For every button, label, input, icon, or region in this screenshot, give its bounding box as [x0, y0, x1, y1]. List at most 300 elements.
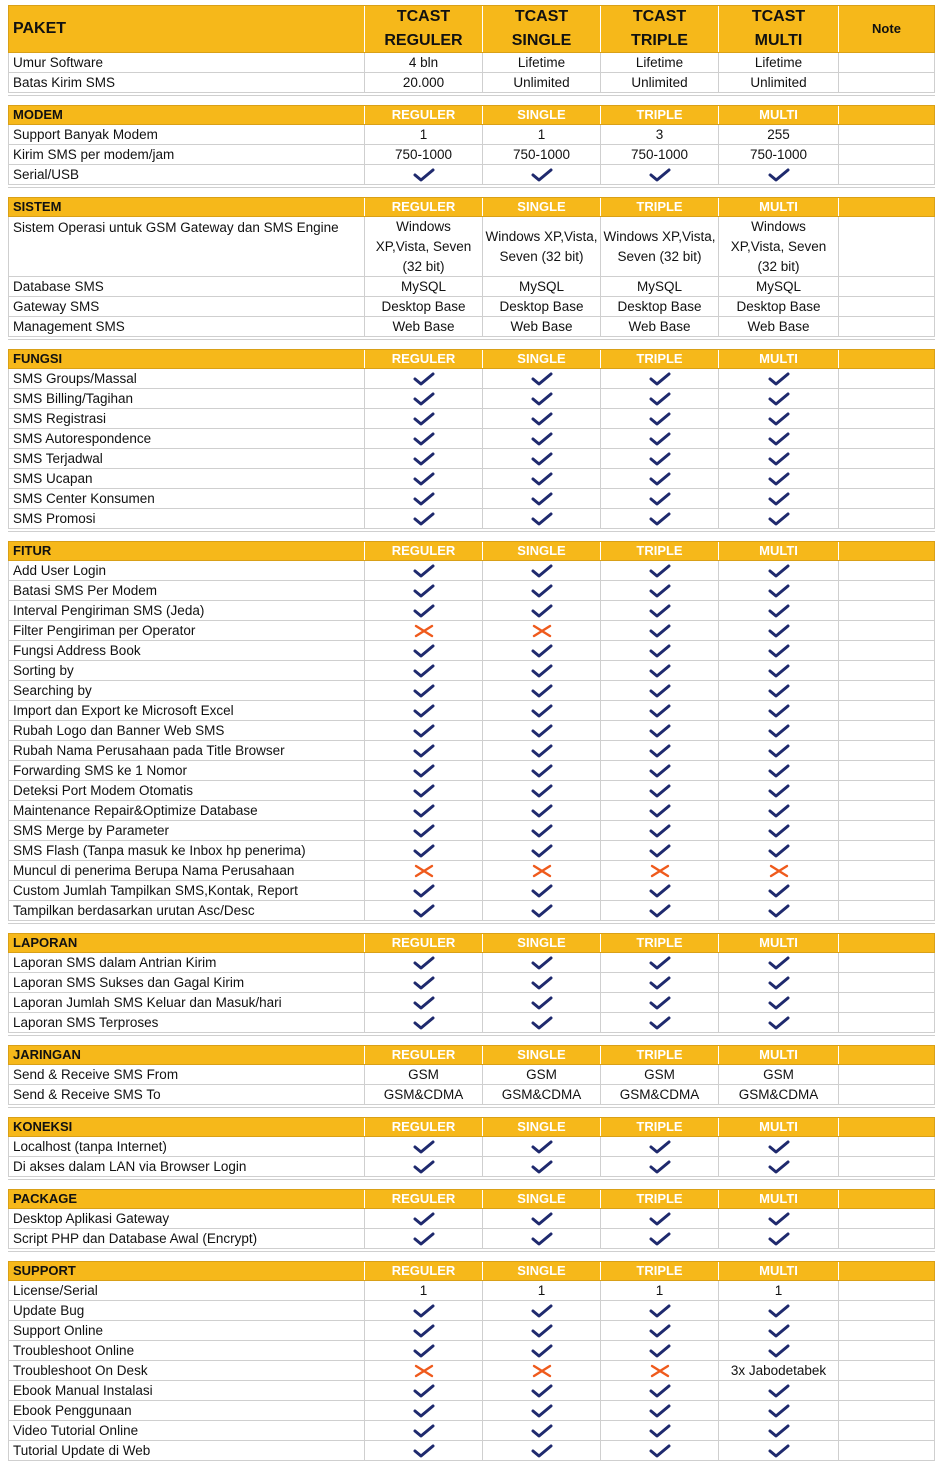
- section-column-label: [365, 198, 483, 216]
- value-cell: [719, 369, 839, 388]
- value-text: 3x Jabodetabek: [730, 1362, 827, 1378]
- section-divider: [8, 923, 935, 924]
- row-label-text: Laporan Jumlah SMS Keluar dan Masuk/hari: [13, 994, 282, 1010]
- value-cell: [483, 53, 601, 72]
- note-cell: [839, 801, 935, 820]
- package-header: [483, 6, 601, 52]
- row-label-text: Ebook Penggunaan: [13, 1402, 132, 1418]
- section-title: [8, 1190, 365, 1208]
- note-cell: [839, 429, 935, 448]
- row-label-text: Batas Kirim SMS: [13, 74, 116, 90]
- note-cell: [839, 297, 935, 316]
- value-cell: [601, 973, 719, 992]
- section-column-label-text: TRIPLE: [636, 199, 683, 214]
- value-cell: [365, 217, 483, 276]
- package-header: [601, 6, 719, 52]
- check-icon: [413, 643, 435, 659]
- note-cell: [839, 1381, 935, 1400]
- table-row: [8, 721, 935, 741]
- section-column-label: [601, 1118, 719, 1136]
- check-icon: [649, 823, 671, 839]
- section-column-label: [601, 1046, 719, 1064]
- value-cell: [483, 1137, 601, 1156]
- table-row: [8, 429, 935, 449]
- check-icon: [768, 511, 790, 527]
- section-column-label: [483, 350, 601, 368]
- check-icon: [413, 451, 435, 467]
- section-column-label-text: SINGLE: [517, 107, 566, 122]
- section-column-label: [365, 542, 483, 560]
- check-icon: [649, 491, 671, 507]
- value-cell: [365, 901, 483, 920]
- check-icon: [531, 563, 553, 579]
- value-cell: [601, 1229, 719, 1248]
- value-line: XP,Vista, Seven: [730, 238, 827, 254]
- value-cell: [483, 881, 601, 900]
- check-icon: [649, 975, 671, 991]
- value-cell: [719, 449, 839, 468]
- table-row: [8, 973, 935, 993]
- value-cell: [483, 741, 601, 760]
- table-row: [8, 993, 935, 1013]
- section-column-label: [483, 542, 601, 560]
- check-icon: [649, 883, 671, 899]
- value-cell: [483, 1209, 601, 1228]
- row-label: [8, 429, 365, 448]
- value-cell: [719, 1321, 839, 1340]
- row-label: [8, 217, 365, 276]
- note-cell: [839, 881, 935, 900]
- section-column-label: [719, 1190, 839, 1208]
- value-cell: [719, 1065, 839, 1084]
- value-text: MySQL: [755, 278, 801, 294]
- check-icon: [649, 763, 671, 779]
- row-label: [8, 801, 365, 820]
- note-cell: [839, 277, 935, 296]
- cross-icon: [413, 1363, 435, 1379]
- table-row: [8, 449, 935, 469]
- row-label-text: SMS Autorespondence: [13, 430, 152, 446]
- section-column-label-text: REGULER: [391, 543, 456, 558]
- value-cell: [483, 145, 601, 164]
- section-divider: [8, 187, 935, 188]
- value-cell: [365, 993, 483, 1012]
- table-row: [8, 641, 935, 661]
- value-cell: [365, 1341, 483, 1360]
- value-text: GSM&CDMA: [738, 1086, 819, 1102]
- check-icon: [768, 167, 790, 183]
- check-icon: [768, 703, 790, 719]
- check-icon: [649, 471, 671, 487]
- section-column-label-text: MULTI: [759, 935, 798, 950]
- check-icon: [413, 167, 435, 183]
- value-cell: [365, 145, 483, 164]
- value-text: GSM&CDMA: [383, 1086, 464, 1102]
- value-cell: [483, 389, 601, 408]
- note-cell: [839, 761, 935, 780]
- section-column-label-text: REGULER: [391, 1047, 456, 1062]
- value-cell: [601, 145, 719, 164]
- section-column-label: [483, 1190, 601, 1208]
- row-label-text: Management SMS: [13, 318, 125, 334]
- cross-icon: [531, 863, 553, 879]
- row-label: [8, 741, 365, 760]
- section-header: [8, 933, 935, 953]
- row-label: [8, 277, 365, 296]
- value-cell: [483, 681, 601, 700]
- note-cell: [839, 145, 935, 164]
- value-line: Seven (32 bit): [499, 248, 584, 264]
- note-cell: [839, 953, 935, 972]
- value-text: 1: [537, 126, 546, 142]
- value-cell: [483, 993, 601, 1012]
- check-icon: [413, 471, 435, 487]
- value-cell: [365, 761, 483, 780]
- value-cell: [601, 881, 719, 900]
- value-text: 3: [655, 126, 664, 142]
- row-label: [8, 821, 365, 840]
- row-label: [8, 901, 365, 920]
- check-icon: [531, 371, 553, 387]
- section-column-label-text: REGULER: [391, 1263, 456, 1278]
- table-row: [8, 781, 935, 801]
- section-title-text: KONEKSI: [13, 1119, 73, 1134]
- value-cell: [719, 681, 839, 700]
- value-cell: [483, 721, 601, 740]
- value-cell: [365, 1137, 483, 1156]
- check-icon: [649, 743, 671, 759]
- row-label-text: Support Online: [13, 1322, 104, 1338]
- note-cell: [839, 1085, 935, 1104]
- check-icon: [768, 371, 790, 387]
- check-icon: [413, 603, 435, 619]
- row-label: [8, 881, 365, 900]
- value-cell: [483, 701, 601, 720]
- value-text: Unlimited: [513, 74, 570, 90]
- section-column-label-text: TRIPLE: [636, 935, 683, 950]
- check-icon: [649, 451, 671, 467]
- check-icon: [768, 843, 790, 859]
- value-cell: [719, 881, 839, 900]
- check-icon: [649, 1303, 671, 1319]
- table-row: [8, 1085, 935, 1105]
- table-row: [8, 409, 935, 429]
- value-cell: [365, 509, 483, 528]
- section-column-label: [365, 934, 483, 952]
- note-cell: [839, 741, 935, 760]
- section-column-label-text: MULTI: [759, 1191, 798, 1206]
- section-note-cell: [839, 1262, 935, 1280]
- row-label-text: Sorting by: [13, 662, 74, 678]
- value-line: (32 bit): [757, 258, 800, 274]
- value-cell: [719, 641, 839, 660]
- value-cell: [601, 277, 719, 296]
- check-icon: [768, 823, 790, 839]
- section-column-label: [483, 1046, 601, 1064]
- check-icon: [531, 763, 553, 779]
- value-cell: [601, 953, 719, 972]
- value-cell: [719, 701, 839, 720]
- note-cell: [839, 861, 935, 880]
- section-column-label-text: MULTI: [759, 351, 798, 366]
- row-label-text: SMS Flash (Tanpa masuk ke Inbox hp penerima): [13, 842, 306, 858]
- value-cell: [601, 1137, 719, 1156]
- value-cell: [719, 1085, 839, 1104]
- value-text: GSM: [763, 1066, 794, 1082]
- section-column-label: [601, 542, 719, 560]
- check-icon: [531, 643, 553, 659]
- value-cell: [601, 1381, 719, 1400]
- note-cell: [839, 217, 935, 276]
- check-icon: [531, 723, 553, 739]
- row-label-text: Serial/USB: [13, 166, 80, 182]
- row-label-text: Localhost (tanpa Internet): [13, 1138, 167, 1154]
- note-cell: [839, 661, 935, 680]
- value-cell: [601, 1441, 719, 1460]
- value-cell: [719, 1137, 839, 1156]
- row-label: [8, 1229, 365, 1248]
- value-cell: [483, 973, 601, 992]
- check-icon: [768, 1343, 790, 1359]
- note-cell: [839, 901, 935, 920]
- value-cell: [365, 1281, 483, 1300]
- section-header: [8, 541, 935, 561]
- row-label-text: Rubah Nama Perusahaan pada Title Browser: [13, 742, 285, 758]
- check-icon: [531, 583, 553, 599]
- value-cell: [365, 1065, 483, 1084]
- section-column-label-text: TRIPLE: [636, 1263, 683, 1278]
- check-icon: [531, 1443, 553, 1459]
- section-title: [8, 934, 365, 952]
- note-cell: [839, 73, 935, 92]
- table-row: [8, 1441, 935, 1461]
- cross-icon: [413, 623, 435, 639]
- row-label: [8, 953, 365, 972]
- check-icon: [531, 1211, 553, 1227]
- value-cell: [719, 125, 839, 144]
- row-label: [8, 781, 365, 800]
- section-column-label-text: TRIPLE: [636, 1047, 683, 1062]
- section-column-label: [601, 350, 719, 368]
- section-column-label-text: MULTI: [759, 107, 798, 122]
- check-icon: [413, 995, 435, 1011]
- check-icon: [649, 1231, 671, 1247]
- section-column-label-text: REGULER: [391, 351, 456, 366]
- check-icon: [768, 803, 790, 819]
- check-icon: [531, 843, 553, 859]
- check-icon: [413, 1015, 435, 1031]
- value-text: 1: [774, 1282, 783, 1298]
- section-column-label-text: SINGLE: [517, 1191, 566, 1206]
- row-label-text: SMS Terjadwal: [13, 450, 103, 466]
- row-label-text: Add User Login: [13, 562, 107, 578]
- check-icon: [649, 1403, 671, 1419]
- check-icon: [531, 603, 553, 619]
- value-text: 1: [655, 1282, 664, 1298]
- check-icon: [413, 391, 435, 407]
- section-column-label: [601, 934, 719, 952]
- header-row: [8, 5, 935, 53]
- section-column-label-text: TRIPLE: [636, 1191, 683, 1206]
- section-column-label-text: TRIPLE: [636, 1119, 683, 1134]
- check-icon: [531, 411, 553, 427]
- value-cell: [365, 821, 483, 840]
- value-cell: [365, 1301, 483, 1320]
- paket-header-text: PAKET: [13, 20, 67, 37]
- check-icon: [531, 1403, 553, 1419]
- table-row: [8, 1229, 935, 1249]
- check-icon: [768, 1159, 790, 1175]
- value-cell: [719, 429, 839, 448]
- value-cell: [365, 621, 483, 640]
- row-label-text: Send & Receive SMS To: [13, 1086, 161, 1102]
- package-header-line: TRIPLE: [631, 32, 688, 49]
- value-cell: [719, 73, 839, 92]
- value-cell: [601, 1341, 719, 1360]
- value-line: Windows: [396, 218, 451, 234]
- check-icon: [649, 1159, 671, 1175]
- check-icon: [413, 883, 435, 899]
- value-cell: [483, 449, 601, 468]
- check-icon: [649, 1323, 671, 1339]
- cross-icon: [413, 863, 435, 879]
- check-icon: [768, 491, 790, 507]
- check-icon: [413, 763, 435, 779]
- value-text: 750-1000: [512, 146, 571, 162]
- value-cell: [601, 1013, 719, 1032]
- check-icon: [649, 723, 671, 739]
- row-label: [8, 145, 365, 164]
- table-row: [8, 761, 935, 781]
- value-cell: [365, 1157, 483, 1176]
- check-icon: [768, 975, 790, 991]
- value-cell: [483, 901, 601, 920]
- row-label-text: SMS Merge by Parameter: [13, 822, 170, 838]
- check-icon: [649, 623, 671, 639]
- row-label: [8, 701, 365, 720]
- value-cell: [719, 661, 839, 680]
- check-icon: [531, 511, 553, 527]
- value-cell: [365, 1381, 483, 1400]
- check-icon: [413, 411, 435, 427]
- check-icon: [413, 743, 435, 759]
- value-cell: [601, 781, 719, 800]
- check-icon: [531, 975, 553, 991]
- note-cell: [839, 1421, 935, 1440]
- value-cell: [719, 1209, 839, 1228]
- value-text: 750-1000: [630, 146, 689, 162]
- check-icon: [531, 955, 553, 971]
- check-icon: [768, 1383, 790, 1399]
- row-label: [8, 861, 365, 880]
- value-cell: [483, 125, 601, 144]
- section-column-label: [719, 106, 839, 124]
- value-line: Seven (32 bit): [617, 248, 702, 264]
- value-cell: [719, 317, 839, 336]
- row-label-text: Filter Pengiriman per Operator: [13, 622, 196, 638]
- section-title-text: FUNGSI: [13, 351, 63, 366]
- check-icon: [768, 1015, 790, 1031]
- value-cell: [601, 317, 719, 336]
- section-column-label-text: TRIPLE: [636, 107, 683, 122]
- value-cell: [601, 1421, 719, 1440]
- value-cell: [719, 861, 839, 880]
- table-row: [8, 841, 935, 861]
- value-cell: [601, 1301, 719, 1320]
- row-label-text: Searching by: [13, 682, 92, 698]
- value-cell: [483, 165, 601, 184]
- value-cell: [719, 741, 839, 760]
- row-label: [8, 53, 365, 72]
- check-icon: [413, 843, 435, 859]
- table-row: [8, 1065, 935, 1085]
- row-label: [8, 561, 365, 580]
- row-label: [8, 509, 365, 528]
- value-cell: [601, 701, 719, 720]
- value-cell: [365, 601, 483, 620]
- row-label: [8, 369, 365, 388]
- check-icon: [413, 1443, 435, 1459]
- value-cell: [483, 601, 601, 620]
- table-row: [8, 901, 935, 921]
- row-label: [8, 581, 365, 600]
- check-icon: [531, 471, 553, 487]
- section-column-label-text: TRIPLE: [636, 543, 683, 558]
- value-cell: [483, 429, 601, 448]
- value-cell: [483, 277, 601, 296]
- check-icon: [531, 1015, 553, 1031]
- section-title-text: FITUR: [13, 543, 52, 558]
- check-icon: [531, 663, 553, 679]
- check-icon: [768, 563, 790, 579]
- table-row: [8, 741, 935, 761]
- value-cell: [365, 469, 483, 488]
- value-cell: [601, 489, 719, 508]
- check-icon: [531, 1231, 553, 1247]
- check-icon: [649, 603, 671, 619]
- note-cell: [839, 993, 935, 1012]
- value-text: Desktop Base: [381, 298, 466, 314]
- value-cell: [365, 1321, 483, 1340]
- value-cell: [483, 641, 601, 660]
- note-cell: [839, 469, 935, 488]
- row-label-text: Batasi SMS Per Modem: [13, 582, 158, 598]
- note-cell: [839, 125, 935, 144]
- value-cell: [483, 1281, 601, 1300]
- row-label-text: SMS Groups/Massal: [13, 370, 137, 386]
- note-cell: [839, 317, 935, 336]
- value-cell: [601, 561, 719, 580]
- section-column-label-text: SINGLE: [517, 1119, 566, 1134]
- note-cell: [839, 489, 935, 508]
- value-text: 1: [537, 1282, 546, 1298]
- section-divider: [8, 95, 935, 96]
- value-cell: [365, 317, 483, 336]
- note-cell: [839, 601, 935, 620]
- value-cell: [601, 661, 719, 680]
- note-cell: [839, 841, 935, 860]
- value-cell: [719, 821, 839, 840]
- table-row: [8, 1361, 935, 1381]
- value-cell: [483, 1301, 601, 1320]
- check-icon: [649, 563, 671, 579]
- check-icon: [413, 563, 435, 579]
- section-divider: [8, 1251, 935, 1252]
- check-icon: [531, 995, 553, 1011]
- value-line: Windows XP,Vista,: [485, 228, 598, 244]
- value-cell: [719, 721, 839, 740]
- value-cell: [601, 601, 719, 620]
